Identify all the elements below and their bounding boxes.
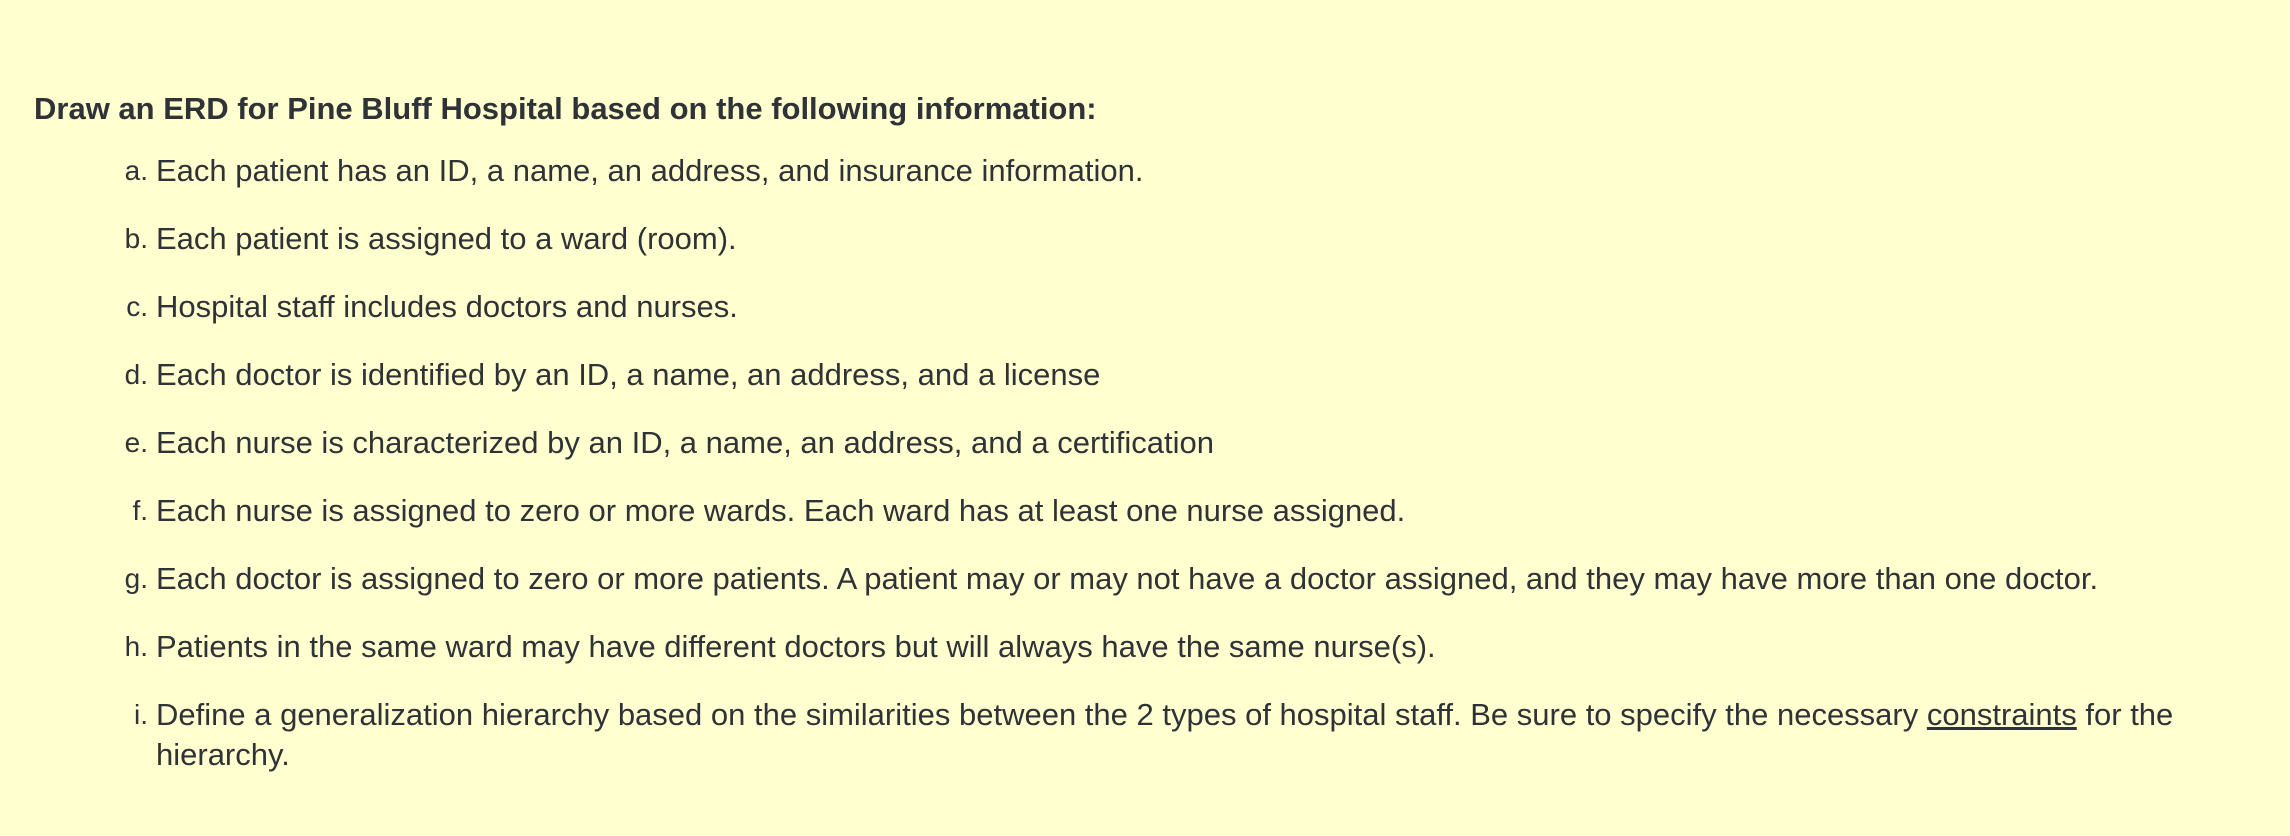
item-letter: d.	[124, 359, 148, 390]
item-letter: h.	[124, 631, 148, 662]
item-text: Each patient has an ID, a name, an address, and insurance information.	[156, 153, 1144, 188]
item-text: Hospital staff includes doctors and nurses.	[156, 289, 738, 324]
item-text: Each doctor is identified by an ID, a name, an address, and a license	[156, 357, 1101, 392]
constraints-link[interactable]: constraints	[1926, 697, 2077, 732]
item-letter: c.	[126, 291, 148, 322]
item-text: Each doctor is assigned to zero or more patients. A patient may or may not have a doctor assigned, and they may have more than one doctor.	[156, 561, 2099, 596]
item-letter: g.	[124, 563, 148, 594]
item-text: Each nurse is characterized by an ID, a name, an address, and a certification	[156, 425, 1215, 460]
item-letter: b.	[124, 223, 148, 254]
item-text-after: for the hierarchy.	[156, 697, 2174, 772]
item-letter: e.	[124, 427, 148, 458]
item-letter: f.	[132, 495, 148, 526]
item-text	[156, 695, 2246, 775]
item-text: Each patient is assigned to a ward (room).	[156, 221, 737, 256]
item-letter: i.	[134, 699, 148, 730]
item-letter: a.	[124, 155, 148, 186]
item-text-before: Define a generalization hierarchy based on the similarities between the 2 types of hospital staff. Be sure to specify the necessary	[156, 697, 1919, 732]
assignment-heading: Draw an ERD for Pine Bluff Hospital based on the following information:	[34, 91, 1097, 126]
item-text: Patients in the same ward may have different doctors but will always have the same nurse(s).	[156, 629, 1436, 664]
item-text: Each nurse is assigned to zero or more wards. Each ward has at least one nurse assigned.	[156, 493, 1406, 528]
